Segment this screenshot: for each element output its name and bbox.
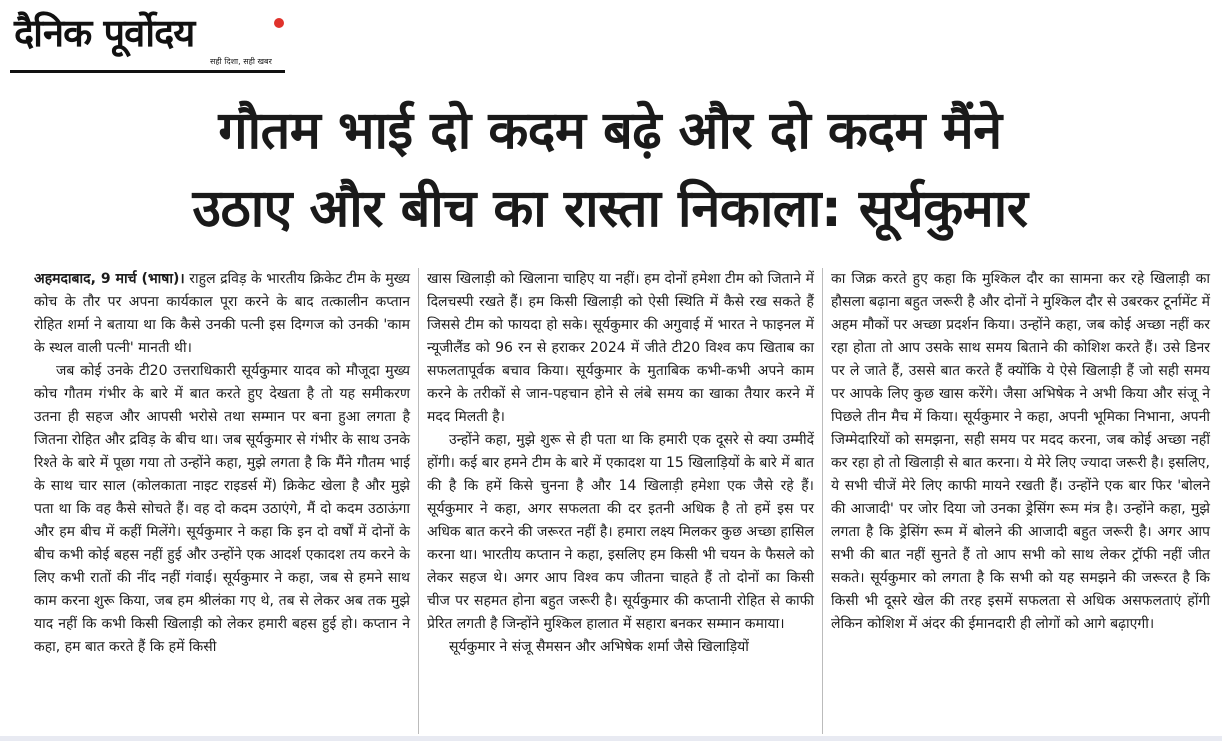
article-headline [20,92,1200,248]
article-column-3 [822,268,1218,734]
logo-dot-icon [274,18,284,28]
headline-line-2: उठाए और बीच का रास्ता निकाला: सूर्यकुमार [192,179,1028,239]
dateline: अहमदाबाद, 9 मार्च (भाषा)। [34,271,185,287]
newspaper-logo: दैनिक पूर्वोदय [14,11,195,55]
article-paragraph: का जिक्र करते हुए कहा कि मुश्किल दौर का सामना कर रहे खिलाड़ी का हौसला बढ़ाना बहुत जरूरी है और दोनों ने मुश्किल दौर से उबरकर टूर्नामेंट में अहम मौकों पर अच्छा प्रदर्शन किया। उन्होंने कहा, जब कोई अच्छा नहीं कर रहा होता तो आप उसके साथ समय बिताने की कोशिश करते हैं। उसे डिनर पर ले जाते हैं, उससे बात करते हैं क्योंकि ये ऐसे खिलाड़ी हैं जो सही समय पर आपके लिए कुछ खास करेंगे। जैसा अभिषेक ने अभी किया और संजू ने पिछले तीन मैच में किया। सूर्यकुमार ने कहा, अपनी भूमिका निभाना, अपनी जिम्मेदारियों को समझना, सही समय पर मदद करना, जब कोई अच्छा नहीं कर रहा हो तो खिलाड़ी से बात करना। ये मेरे लिए ज्यादा जरूरी है। इसलिए, ये सभी चीजें मेरे लिए काफी मायने रखती हैं। उन्होंने एक बार फिर 'बोलने की आजादी' पर जोर दिया जो उनका ड्रेसिंग रूम मंत्र है। उन्होंने कहा, मुझे लगता है कि ड्रेसिंग रूम में बोलने की आजादी बहुत जरूरी है। अगर आप सभी की बात नहीं सुनते हैं तो आप सभी को साथ लेकर ट्रॉफी नहीं जीत सकते। सूर्यकुमार को लगता है कि सभी को यह समझने की जरूरत है कि किसी भी दूसरे खेल की तरह इसमें सफलता से अधिक असफलताएं होंगी लेकिन कोशिश में अंदर की ईमानदारी ही लोगों को आगे बढ़ाएगी। [831,271,1210,632]
masthead [10,6,285,72]
masthead-rule [10,70,285,73]
article-paragraph: सूर्यकुमार ने संजू सैमसन और अभिषेक शर्मा जैसे खिलाड़ियों [449,639,749,655]
article-paragraph: अहमदाबाद, 9 मार्च (भाषा)। राहुल द्रविड़ के भारतीय क्रिकेट टीम के मुख्य कोच के तौर पर अपना कार्यकाल पूरा करने के बाद तत्कालीन कप्तान रोहित शर्मा ने बताया था कि कैसे उनकी पत्नी इस दिग्गज को उनकी 'काम के स्थल वाली पत्नी' मानती थी। [34,271,410,356]
article-paragraph: उन्होंने कहा, मुझे शुरू से ही पता था कि हमारी एक दूसरे से क्या उम्मीदें होंगी। कई बार हमने टीम के बारे में एकादश या 15 खिलाड़ियों के बारे में बात की है कि हमें किसे चुनना है और 14 खिलाड़ी हमेशा एक जैसे रहे हैं। सूर्यकुमार ने कहा, अगर सफलता की दर इतनी अधिक है तो हमें इस पर अधिक बात करने की जरूरत नहीं है। हमारा लक्ष्य मिलकर कुछ अच्छा हासिल करना था। भारतीय कप्तान ने कहा, इसलिए हम किसी भी चयन के फैसले को लेकर सहज थे। अगर आप विश्व कप जीतना चाहते हैं तो दोनों का किसी चीज पर सहमत होना बहुत जरूरी है। सूर्यकुमार की कप्तानी रोहित से काफी प्रेरित लगती है जिन्होंने मुश्किल हालात में सहारा बनकर सम्मान कमाया। [427,432,814,632]
article-paragraph: खास खिलाड़ी को खिलाना चाहिए या नहीं। हम दोनों हमेशा टीम को जिताने में दिलचस्पी रखते हैं। हम किसी खिलाड़ी को ऐसी स्थिति में कैसे रख सकते हैं जिससे टीम को फायदा हो सके। सूर्यकुमार की अगुवाई में भारत ने फाइनल में न्यूजीलैंड को 96 रन से हराकर 2024 में जीते टी20 विश्व कप खिताब का सफलतापूर्वक बचाव किया। सूर्यकुमार के मुताबिक कभी-कभी अपने काम करने के तरीकों से जान-पहचान होने से लंबे समय का खाका तैयार करने में मदद मिलती है। [427,271,814,425]
bottom-strip [0,736,1222,741]
article-column-2 [418,268,822,734]
article-column-1 [26,268,418,734]
headline-line-1: गौतम भाई दो कदम बढ़े और दो कदम मैंने [218,101,1002,161]
article-paragraph: जब कोई उनके टी20 उत्तराधिकारी सूर्यकुमार यादव को मौजूदा मुख्य कोच गौतम गंभीर के बारे में बात करते हुए देखता है तो यह समीकरण उतना ही सहज और आपसी भरोसे तथा सम्मान पर बना हुआ लगता है जितना रोहित और द्रविड़ के बीच था। जब सूर्यकुमार से गंभीर के साथ उनके रिश्ते के बारे में पूछा गया तो उन्होंने कहा, मुझे लगता है कि मैंने गौतम भाई के साथ चार साल (कोलकाता नाइट राइडर्स में) क्रिकेट खेला है और मुझे पता था कि वह कैसे सोचते हैं। वह दो कदम उठाएंगे, मैं दो कदम उठाऊंगा और हम बीच में कहीं मिलेंगे। सूर्यकुमार ने कहा कि इन दो वर्षों में दोनों के बीच कभी कोई बहस नहीं हुई और उन्होंने एक आदर्श एकादश तय करने के लिए कभी रातों की नींद नहीं गंवाई। सूर्यकुमार ने कहा, जब से हमने साथ काम करना शुरू किया, जब हम श्रीलंका गए थे, तब से लेकर अब तक मुझे याद नहीं कि कभी किसी खिलाड़ी को लेकर हमारी बहस हुई हो। कप्तान ने कहा, हम बात करते हैं कि हमें किसी [34,363,410,655]
article-body [26,268,1218,738]
masthead-tagline: सही दिशा, सही खबर [210,57,272,66]
